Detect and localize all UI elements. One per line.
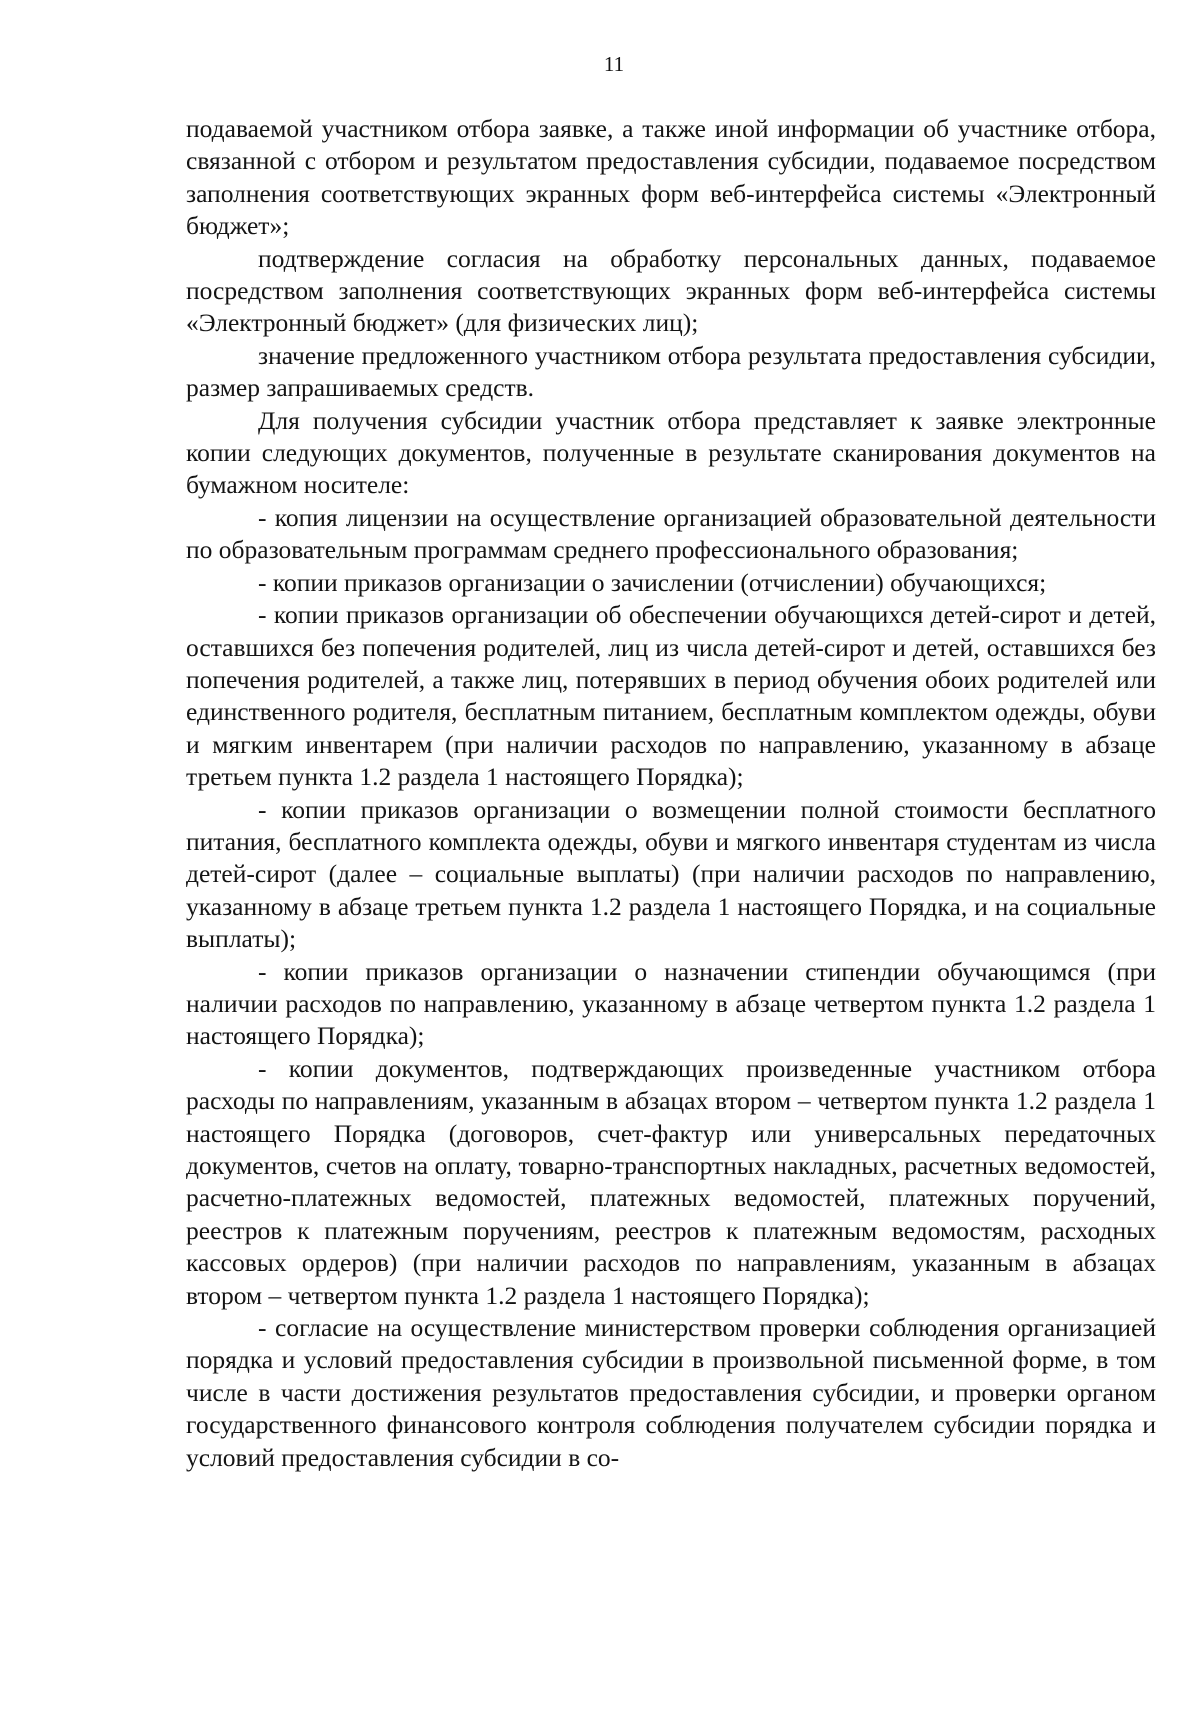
paragraph-result-value: значение предложенного участником отбора результата предоставления субсидии, размер запрашиваемых средств. [186, 340, 1156, 403]
list-item-expense-documents: - копии документов, подтверждающих произведенные участником отбора расходы по направлениям, указанным в абзацах втором – четвертом пункта 1.2 раздела 1 настоящего Порядка (договоров, счет-фактур или универсальных передаточных документов, счетов на оплату, товарно-транспортных накладных, расчетных ведомостей, расчетно-платежных ведомостей, платежных ведомостей, платежных поручений, реестров к платежным поручениям, реестров к платежным ведомостям, расходных кассовых ордеров) (при наличии расходов по направлениям, указанным в абзацах втором – четвертом пункта 1.2 раздела 1 настоящего Порядка); [186, 1053, 1156, 1310]
paragraph-personal-data-consent: подтверждение согласия на обработку персональных данных, подаваемое посредством заполнения соответствующих экранных форм веб-интерфейса системы «Электронный бюджет» (для физических лиц); [186, 243, 1156, 338]
list-item-stipend-orders: - копии приказов организации о назначении стипендии обучающимся (при наличии расходов по направлению, указанному в абзаце четвертом пункта 1.2 раздела 1 настоящего Порядка); [186, 956, 1156, 1051]
list-item-inspection-consent: - согласие на осуществление министерством проверки соблюдения организацией порядка и условий предоставления субсидии в произвольной письменной форме, в том числе в части достижения результатов предоставления субсидии, и проверки органом государственного финансового контроля соблюдения получателем субсидии порядка и условий предоставления субсидии в со- [186, 1313, 1156, 1472]
list-item-compensation-orders: - копии приказов организации о возмещении полной стоимости бесплатного питания, бесплатного комплекта одежды, обуви и мягкого инвентаря студентам из числа детей-сирот (далее – социальные выплаты) (при наличии расходов по направлению, указанному в абзаце третьем пункта 1.2 раздела 1 настоящего Порядка, и на социальные выплаты); [186, 794, 1156, 954]
paragraph-continuation: подаваемой участником отбора заявке, а также иной информации об участнике отбора, связанной с отбором и результатом предоставления субсидии, подаваемое посредством заполнения соответствующих экранных форм веб-интерфейса системы «Электронный бюджет»; [186, 114, 1156, 241]
page-number: 11 [603, 52, 625, 76]
list-item-enrollment-orders: - копии приказов организации о зачислении (отчислении) обучающихся; [258, 567, 1047, 597]
list-item-license-copy: - копия лицензии на осуществление организацией образовательной деятельности по образовательным программам среднего профессионального образования; [186, 502, 1156, 565]
paragraph-documents-intro: Для получения субсидии участник отбора представляет к заявке электронные копии следующих документов, полученные в результате сканирования документов на бумажном носителе: [186, 405, 1156, 500]
document-body [186, 113, 1156, 1474]
list-item-orphan-provision-orders: - копии приказов организации об обеспечении обучающихся детей-сирот и детей, оставшихся без попечения родителей, лиц из числа детей-сирот и детей, оставшихся без попечения родителей, а также лиц, потерявших в период обучения обоих родителей или единственного родителя, бесплатным питанием, бесплатным комплектом одежды, обуви и мягким инвентарем (при наличии расходов по направлению, указанному в абзаце третьем пункта 1.2 раздела 1 настоящего Порядка); [186, 600, 1156, 792]
